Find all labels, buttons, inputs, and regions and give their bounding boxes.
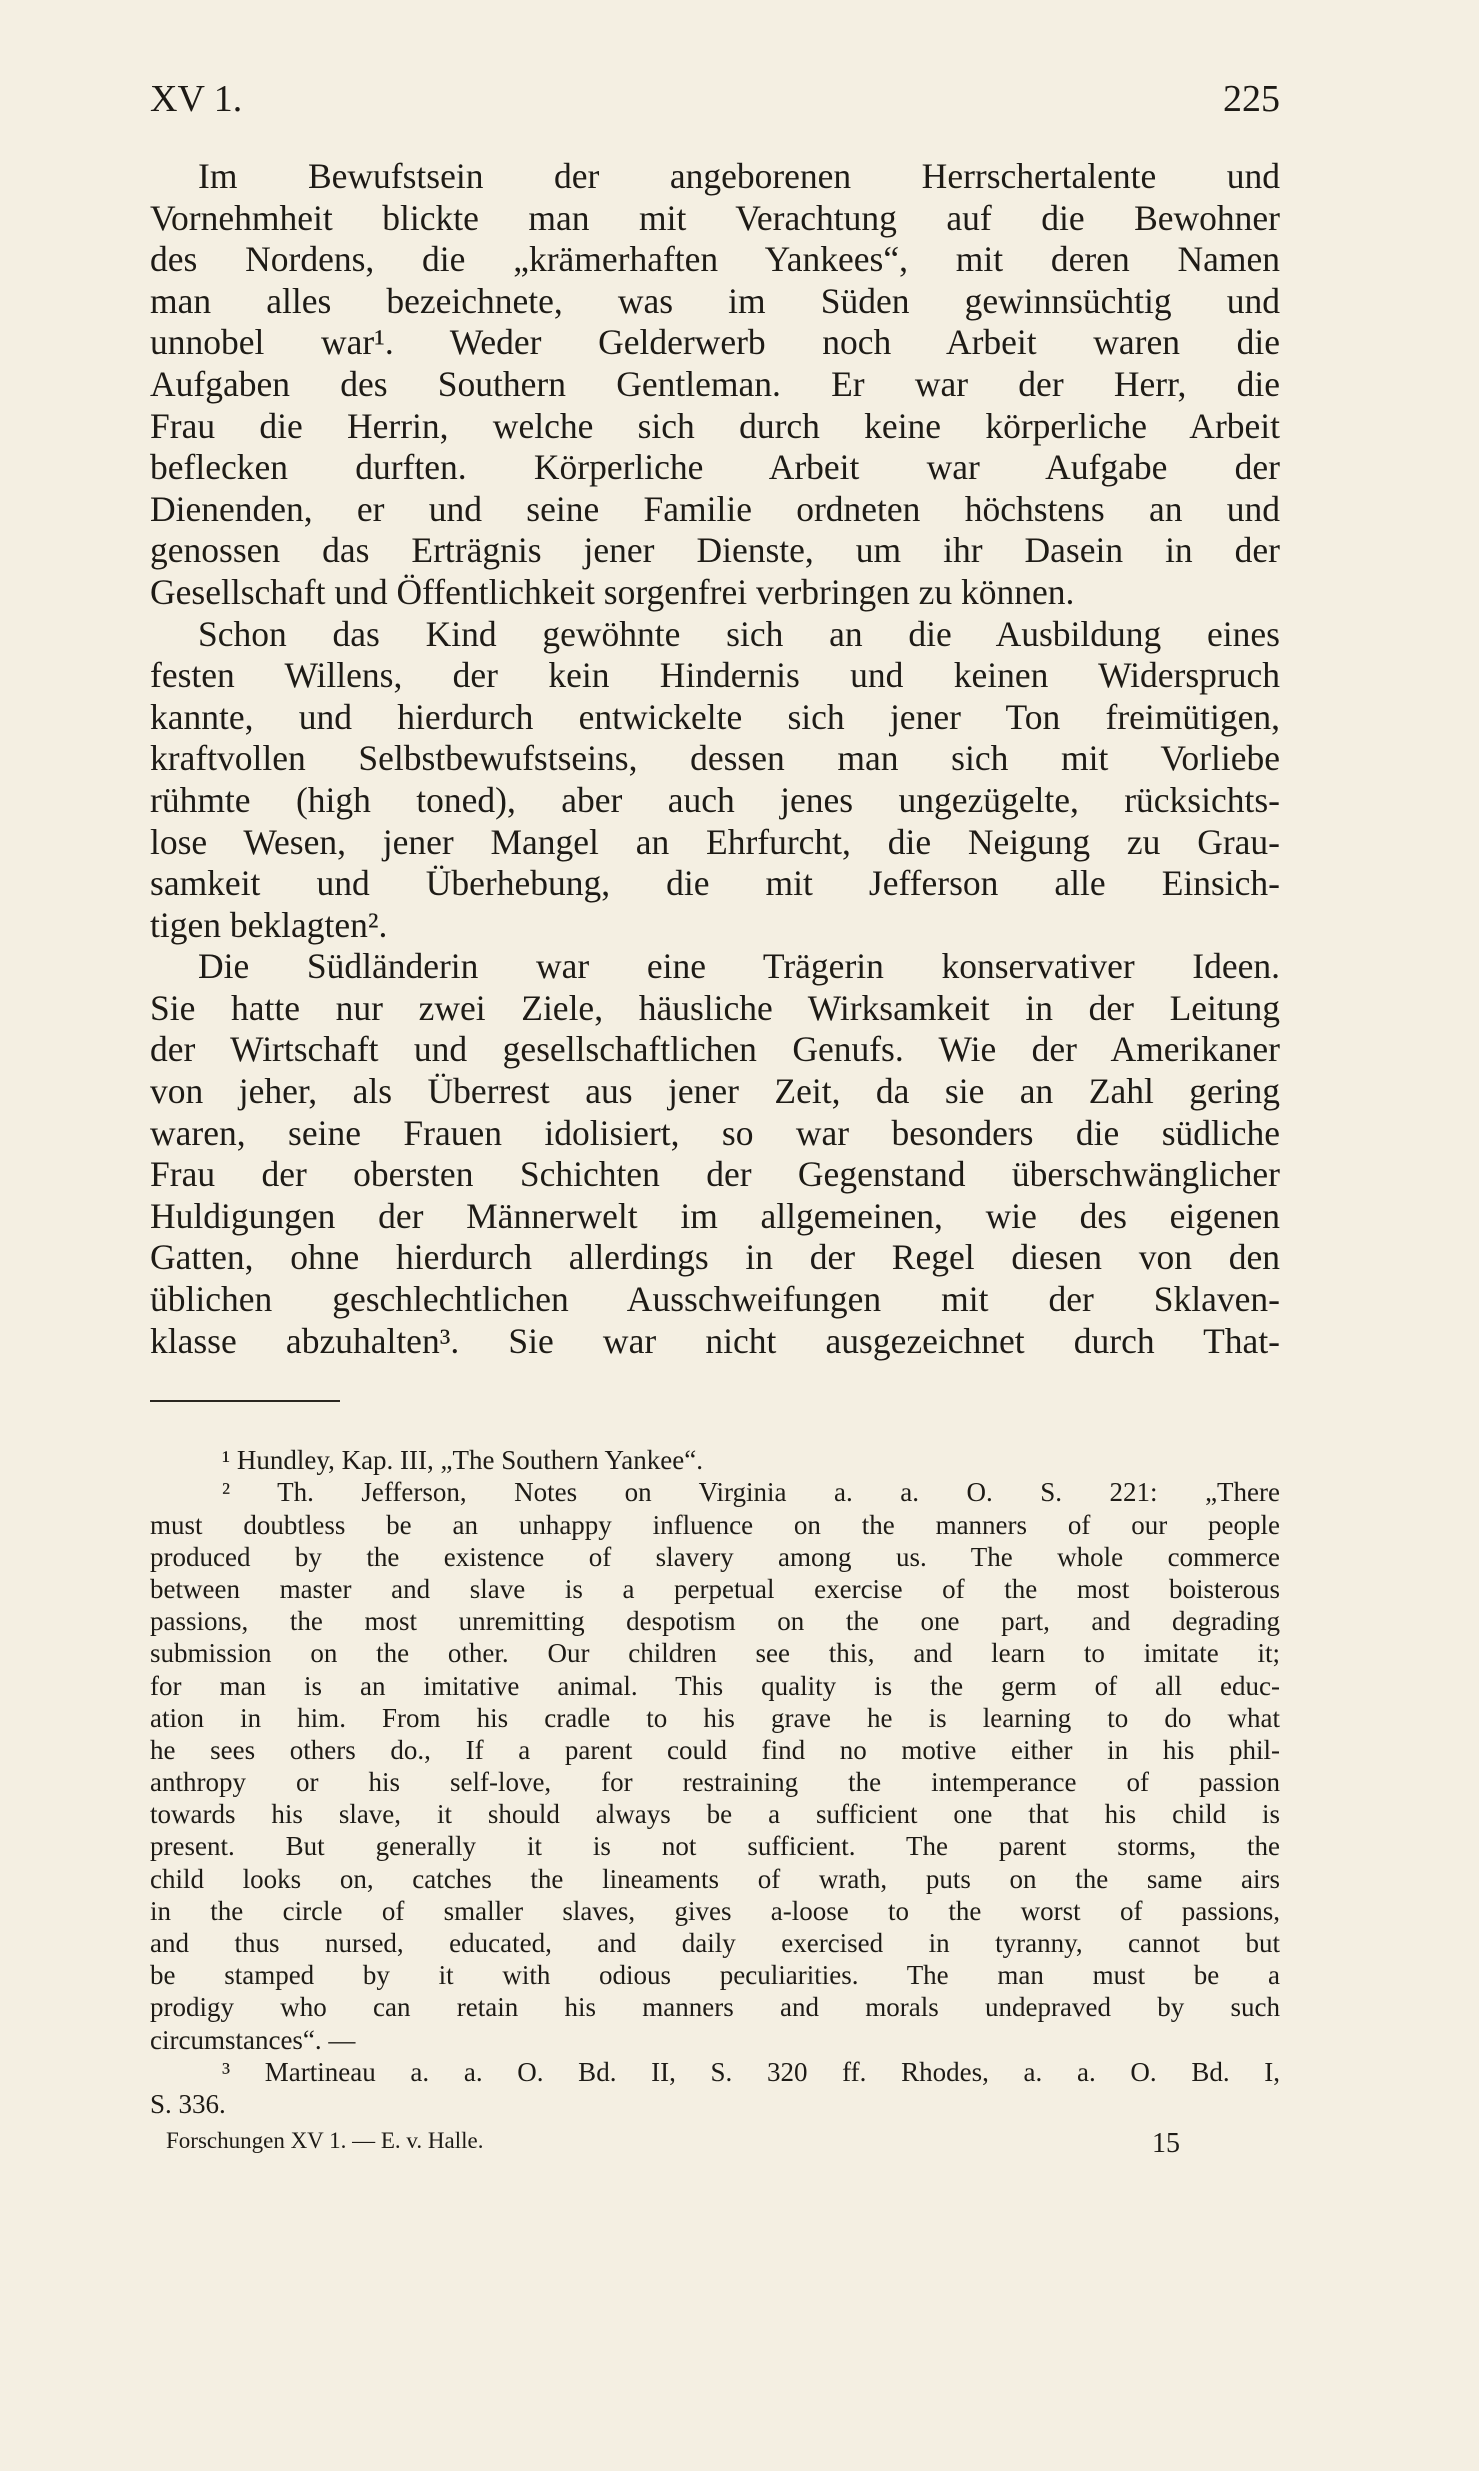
footnote-line: he sees others do., If a parent could find no motive either in his phil- [150,1734,1280,1765]
footnote-line: must doubtless be an unhappy influence on the manners of our people [150,1509,1280,1540]
main-text [150,156,1280,1362]
footnote-line: S. 336. [150,2088,226,2119]
text-line: genossen das Erträgnis jener Dienste, um ihr Dasein in der [150,530,1280,571]
footnote-line: produced by the existence of slavery among us. The whole commerce [150,1541,1280,1572]
page [150,80,1280,2160]
text-line: festen Willens, der kein Hindernis und keinen Widerspruch [150,655,1280,696]
footnote-line: be stamped by it with odious peculiarities. The man must be a [150,1960,1280,1991]
footnote-line: between master and slave is a perpetual exercise of the most boisterous [150,1573,1280,1604]
text-line: Vornehmheit blickte man mit Verachtung auf die Bewohner [150,197,1280,238]
footnote-line: ¹ Hundley, Kap. III, „The Southern Yankee“. [222,1445,703,1476]
text-line: waren, seine Frauen idolisiert, so war besonders die südliche [150,1112,1280,1153]
signature-number: 15 [1152,2128,1180,2160]
text-line: Sie hatte nur zwei Ziele, häusliche Wirksamkeit in der Leitung [150,987,1280,1028]
text-line: Im Bewufstsein der angeborenen Herrschertalente und [198,156,1280,196]
footnote-line: prodigy who can retain his manners and morals undepraved by such [150,1992,1280,2023]
text-line: Frau der obersten Schichten der Gegenstand überschwänglicher [150,1154,1280,1195]
text-line: Gesellschaft und Öffentlichkeit sorgenfrei verbringen zu können. [150,571,1075,612]
text-line: Aufgaben des Southern Gentleman. Er war der Herr, die [150,363,1280,404]
footnote-line: anthropy or his self-love, for restraining the intemperance of passion [150,1767,1280,1798]
text-line: rühmte (high toned), aber auch jenes ungezügelte, rücksichts- [150,779,1280,820]
footnote-line: ³ Martineau a. a. O. Bd. II, S. 320 ff. Rhodes, a. a. O. Bd. I, [222,2056,1280,2087]
text-line: Gatten, ohne hierdurch allerdings in der Regel diesen von den [150,1237,1280,1278]
text-line: üblichen geschlechtlichen Ausschweifungen mit der Sklaven- [150,1279,1280,1320]
text-line: tigen beklagten². [150,904,388,945]
text-line: Die Südländerin war eine Trägerin konservativer Ideen. [198,946,1280,987]
text-line: man alles bezeichnete, was im Süden gewinnsüchtig und [150,280,1280,321]
text-line: Frau die Herrin, welche sich durch keine körperliche Arbeit [150,405,1280,446]
volume-label: XV 1. [150,78,243,120]
text-line: Schon das Kind gewöhnte sich an die Ausbildung eines [198,613,1280,654]
text-line: samkeit und Überhebung, die mit Jefferson alle Einsich- [150,863,1280,904]
text-line: kraftvollen Selbstbewufstseins, dessen man sich mit Vorliebe [150,738,1280,779]
page-number: 225 [1223,78,1280,120]
footnote-line: towards his slave, it should always be a sufficient one that his child is [150,1799,1280,1830]
footnote-line: submission on the other. Our children see this, and learn to imitate it; [150,1638,1280,1669]
running-header [150,80,1280,134]
footnote-line: circumstances“. — [150,2024,356,2055]
text-line: Huldigungen der Männerwelt im allgemeinen, wie des eigenen [150,1195,1280,1236]
text-line: kannte, und hierdurch entwickelte sich jener Ton freimütigen, [150,696,1280,737]
signature-line [150,2128,1280,2160]
footnote-line: ² Th. Jefferson, Notes on Virginia a. a. O. S. 221: „There [222,1477,1280,1508]
text-line: der Wirtschaft und gesellschaftlichen Genufs. Wie der Amerikaner [150,1029,1280,1070]
text-line: Dienenden, er und seine Familie ordneten höchstens an und [150,488,1280,529]
footnote-line: ation in him. From his cradle to his grave he is learning to do what [150,1702,1280,1733]
footnotes [150,1444,1280,2120]
footnote-line: in the circle of smaller slaves, gives a-loose to the worst of passions, [150,1895,1280,1926]
text-line: des Nordens, die „krämerhaften Yankees“, mit deren Namen [150,239,1280,280]
text-line: klasse abzuhalten³. Sie war nicht ausgezeichnet durch That- [150,1320,1280,1361]
text-line: unnobel war¹. Weder Gelderwerb noch Arbeit waren die [150,322,1280,363]
footnote-line: passions, the most unremitting despotism on the one part, and degrading [150,1606,1280,1637]
signature-text: Forschungen XV 1. — E. v. Halle. [166,2128,484,2154]
text-line: beflecken durften. Körperliche Arbeit war Aufgabe der [150,447,1280,488]
footnote-line: and thus nursed, educated, and daily exercised in tyranny, cannot but [150,1928,1280,1959]
footnote-line: present. But generally it is not sufficient. The parent storms, the [150,1831,1280,1862]
footnote-line: for man is an imitative animal. This quality is the germ of all educ- [150,1670,1280,1701]
text-line: lose Wesen, jener Mangel an Ehrfurcht, die Neigung zu Grau- [150,821,1280,862]
text-line: von jeher, als Überrest aus jener Zeit, da sie an Zahl gering [150,1071,1280,1112]
footnote-line: child looks on, catches the lineaments of wrath, puts on the same airs [150,1863,1280,1894]
footnote-divider [150,1400,340,1402]
